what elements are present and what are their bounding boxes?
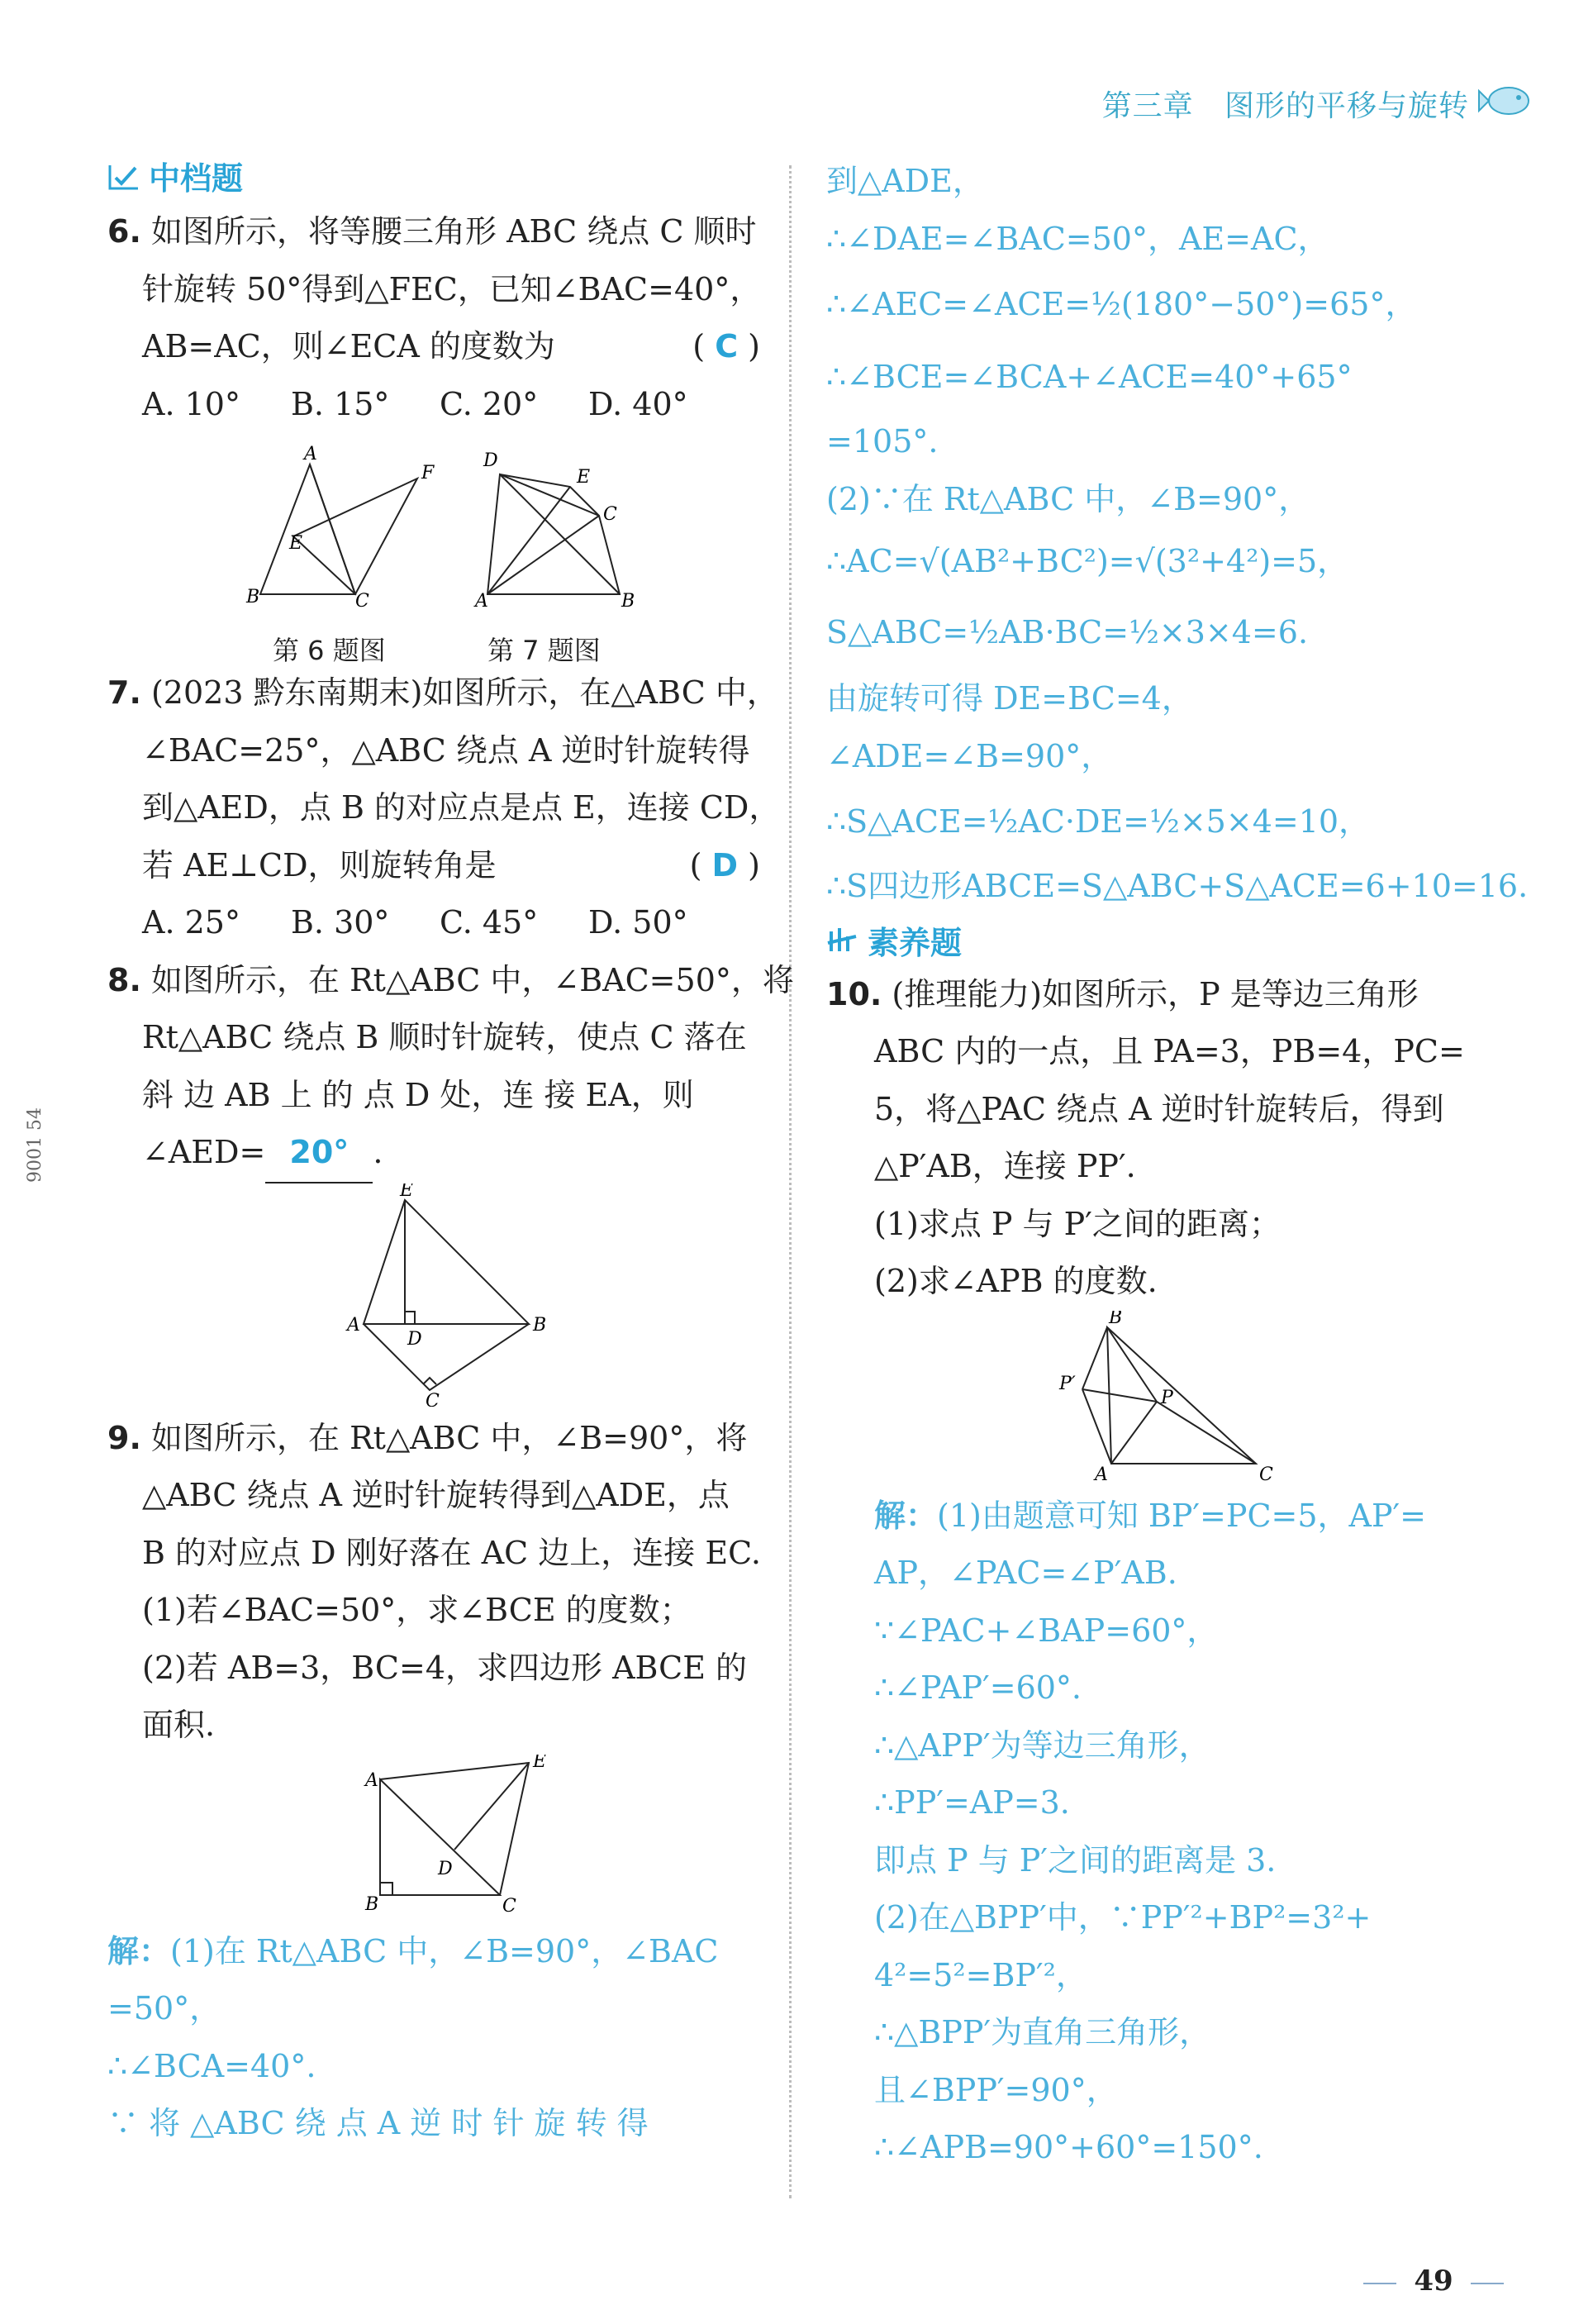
q6-option-a: A. 10° bbox=[142, 385, 240, 422]
question-7 bbox=[107, 664, 781, 952]
q6-options bbox=[107, 376, 760, 434]
q10-sol-text-7: 即点 P 与 P′之间的距离是 3. bbox=[874, 1841, 1277, 1879]
svg-text:E: E bbox=[289, 533, 303, 554]
figure-10 bbox=[826, 1311, 1487, 1484]
q9-text-1: 如图所示，在 Rt△ABC 中，∠B=90°，将 bbox=[150, 1419, 748, 1456]
q7-options bbox=[107, 894, 760, 952]
q9-sol-right-10: ∠ADE=∠B=90°， bbox=[826, 737, 1113, 774]
section-medium-heading bbox=[107, 153, 760, 198]
q10-text-1: (推理能力)如图所示，P 是等边三角形 bbox=[892, 975, 1419, 1012]
q7-option-c: C. 45° bbox=[440, 904, 539, 941]
q7-option-a: A. 25° bbox=[142, 904, 240, 941]
q7-number: 7. bbox=[107, 674, 141, 711]
svg-text:F: F bbox=[421, 463, 435, 483]
q7-option-b: B. 30° bbox=[291, 904, 390, 941]
q9-line-5 bbox=[107, 1640, 760, 1698]
q10-text-4: △P′AB，连接 PP′. bbox=[874, 1148, 1136, 1184]
q6-line-3 bbox=[107, 318, 760, 376]
question-10 bbox=[826, 966, 1487, 1311]
q6-option-d: D. 40° bbox=[588, 385, 688, 422]
q6-option-c: C. 20° bbox=[440, 385, 539, 422]
q6-answer-bracket: ( C ) bbox=[692, 328, 760, 364]
q9-line-6 bbox=[107, 1697, 760, 1755]
q8-number: 8. bbox=[107, 961, 141, 998]
figure-7 bbox=[487, 474, 620, 594]
svg-text:E: E bbox=[577, 467, 591, 488]
q7-text-2: ∠BAC=25°，△ABC 绕点 A 逆时针旋转得 bbox=[142, 731, 750, 769]
figure-6-and-7-diagram bbox=[107, 441, 760, 623]
q10-sol-text-5: ∴△APP′为等边三角形， bbox=[874, 1726, 1210, 1764]
svg-text:D: D bbox=[407, 1328, 422, 1350]
q6-text-1: 如图所示，将等腰三角形 ABC 绕点 C 顺时 bbox=[150, 213, 757, 250]
section-literacy-label: 素养题 bbox=[868, 924, 963, 961]
q10-sol-text-9: 4²=5²=BP′²， bbox=[874, 1956, 1087, 1993]
svg-text:C: C bbox=[502, 1895, 516, 1917]
q7-text-3: 到△AED，点 B 的对应点是点 E，连接 CD， bbox=[142, 789, 781, 826]
chapter-label: 第三章 bbox=[1101, 89, 1194, 123]
q8-text-3: 斜 边 AB 上 的 点 D 处，连 接 EA，则 bbox=[142, 1076, 694, 1113]
q6-text-2: 针旋转 50°得到△FEC，已知∠BAC=40°， bbox=[142, 270, 762, 307]
svg-text:P′: P′ bbox=[1059, 1373, 1076, 1394]
running-header bbox=[1102, 83, 1469, 125]
chapter-title: 图形的平移与旋转 bbox=[1224, 89, 1469, 123]
q8-line-2 bbox=[107, 1009, 760, 1067]
q10-text-6: (2)求∠APB 的度数. bbox=[874, 1263, 1158, 1299]
q9-line-1 bbox=[107, 1410, 760, 1468]
q7-line-1 bbox=[107, 664, 778, 722]
svg-text:B: B bbox=[365, 1893, 379, 1915]
svg-text:D: D bbox=[438, 1858, 453, 1879]
bar-chart-icon bbox=[826, 925, 859, 955]
q9-text-4: (1)若∠BAC=50°，求∠BCE 的度数； bbox=[142, 1592, 692, 1628]
svg-text:B: B bbox=[533, 1314, 547, 1336]
q10-sol-text-12: ∴∠APB=90°+60°=150°. bbox=[874, 2129, 1263, 2165]
q10-solution bbox=[826, 1488, 1487, 2177]
q10-sol-text-2: AP，∠PAC=∠P′AB. bbox=[874, 1555, 1177, 1591]
q10-sol-text-10: ∴△BPP′为直角三角形， bbox=[874, 2014, 1211, 2050]
svg-text:C: C bbox=[426, 1390, 440, 1407]
q10-sol-text-11: 且∠BPP′=90°， bbox=[874, 2071, 1118, 2108]
q10-text-5: (1)求点 P 与 P′之间的距离； bbox=[874, 1205, 1281, 1242]
q7-text-1: (2023 黔东南期末)如图所示，在△ABC 中， bbox=[150, 674, 778, 711]
svg-text:B: B bbox=[1109, 1310, 1123, 1328]
q7-answer: D bbox=[711, 846, 739, 883]
q10-sol-text-4: ∴∠PAP′=60°. bbox=[874, 1669, 1082, 1706]
q9-line-4 bbox=[107, 1582, 760, 1640]
q7-line-3 bbox=[107, 779, 781, 837]
q10-sol-text-8: (2)在△BPP′中，∵PP′²+BP²=3²+ bbox=[874, 1899, 1372, 1936]
svg-text:C: C bbox=[355, 591, 369, 612]
q8-line-3 bbox=[107, 1067, 760, 1125]
caption-figure-7: 第 7 题图 bbox=[487, 635, 601, 666]
q9-sol-line-1 bbox=[107, 1923, 760, 1981]
q9-sol-label: 解： bbox=[107, 1932, 171, 1969]
q8-text-4: ∠AED= bbox=[142, 1134, 266, 1170]
figure-8 bbox=[107, 1183, 760, 1407]
figure-6 bbox=[260, 464, 417, 594]
q9-solution-left bbox=[107, 1923, 760, 2153]
q9-sol-right-3: ∴∠AEC=∠ACE=½(180°−50°)=65°， bbox=[826, 286, 1417, 322]
svg-text:A: A bbox=[365, 1769, 378, 1791]
q8-answer: 20° bbox=[265, 1124, 373, 1183]
q10-number: 10. bbox=[826, 975, 882, 1012]
q9-line-3 bbox=[107, 1525, 760, 1583]
q6-text-3: AB=AC，则∠ECA 的度数为 bbox=[142, 328, 555, 364]
q9-sol-text-1: (1)在 Rt△ABC 中，∠B=90°，∠BAC bbox=[170, 1932, 719, 1969]
q8-suffix: . bbox=[373, 1134, 383, 1170]
svg-text:E: E bbox=[533, 1754, 547, 1772]
q8-line-1 bbox=[107, 952, 794, 1010]
q9-sol-right-11: ∴S△ACE=½AC·DE=½×5×4=10， bbox=[826, 803, 1371, 840]
q9-sol-right-6: (2)∵在 Rt△ABC 中，∠B=90°， bbox=[826, 480, 1310, 517]
q9-sol-right-5: =105°. bbox=[826, 423, 939, 460]
q9-text-3: B 的对应点 D 刚好落在 AC 边上，连接 EC. bbox=[142, 1534, 761, 1571]
q7-text-4: 若 AE⊥CD，则旋转角是 bbox=[142, 846, 497, 883]
q8-line-4 bbox=[107, 1124, 760, 1183]
right-column bbox=[826, 153, 1529, 2177]
q10-sol-text-6: ∴PP′=AP=3. bbox=[874, 1784, 1070, 1821]
q9-text-5: (2)若 AB=3，BC=4，求四边形 ABCE 的 bbox=[142, 1649, 748, 1686]
svg-text:D: D bbox=[483, 450, 498, 471]
section-medium-label: 中档题 bbox=[149, 160, 244, 197]
q7-line-2 bbox=[107, 722, 760, 780]
svg-text:P: P bbox=[1161, 1387, 1173, 1408]
q9-text-2: △ABC 绕点 A 逆时针旋转得到△ADE，点 bbox=[142, 1477, 730, 1513]
q6-answer: C bbox=[715, 328, 739, 364]
q10-sol-line-1 bbox=[874, 1488, 1487, 1545]
page-number: 49 bbox=[1372, 2264, 1496, 2298]
q7-line-4 bbox=[107, 837, 760, 895]
q6-number: 6. bbox=[107, 213, 141, 250]
svg-text:C: C bbox=[603, 504, 617, 525]
q6-line-1 bbox=[107, 203, 760, 261]
q9-sol-right-12: ∴S四边形ABCE=S△ABC+S△ACE=6+10=16. bbox=[826, 868, 1529, 904]
q10-line-1 bbox=[826, 966, 1487, 1024]
svg-text:A: A bbox=[475, 591, 488, 612]
svg-text:A: A bbox=[347, 1314, 360, 1336]
q6-option-b: B. 15° bbox=[291, 385, 390, 422]
q7-option-d: D. 50° bbox=[588, 904, 688, 941]
q9-text-6: 面积. bbox=[142, 1707, 216, 1743]
pencil-check-icon bbox=[107, 161, 140, 191]
svg-text:A: A bbox=[304, 444, 317, 464]
q9-sol-right-2: ∴∠DAE=∠BAC=50°，AE=AC， bbox=[826, 220, 1329, 257]
svg-text:C: C bbox=[1259, 1464, 1273, 1484]
side-mark: 9001 54 bbox=[25, 1107, 45, 1183]
svg-text:B: B bbox=[246, 587, 260, 607]
q10-sol-text-1: (1)由题意可知 BP′=PC=5，AP′= bbox=[937, 1497, 1427, 1534]
q10-sol-label: 解： bbox=[874, 1497, 938, 1534]
q10-text-3: 5，将△PAC 绕点 A 逆时针旋转后，得到 bbox=[874, 1090, 1444, 1127]
question-6 bbox=[107, 203, 760, 433]
q9-line-2 bbox=[107, 1467, 760, 1525]
q8-text-1: 如图所示，在 Rt△ABC 中，∠BAC=50°，将 bbox=[150, 961, 794, 998]
fish-icon bbox=[1477, 76, 1535, 126]
caption-figure-6: 第 6 题图 bbox=[273, 635, 386, 666]
q9-sol-text-3: ∴∠BCA=40°. bbox=[107, 2047, 316, 2084]
figure-9 bbox=[107, 1755, 760, 1920]
q9-sol-text-2: =50°， bbox=[107, 1990, 221, 2026]
svg-text:A: A bbox=[1095, 1464, 1108, 1484]
q9-number: 9. bbox=[107, 1419, 141, 1456]
section-literacy-heading bbox=[826, 917, 1487, 963]
q9-solution-right bbox=[826, 153, 1529, 916]
q9-sol-right-9: 由旋转可得 DE=BC=4， bbox=[826, 680, 1193, 717]
q6-line-2 bbox=[107, 261, 760, 319]
svg-text:E: E bbox=[400, 1183, 414, 1201]
column-divider bbox=[789, 165, 792, 2198]
q7-answer-bracket: ( D ) bbox=[689, 846, 760, 883]
q9-sol-right-4: ∴∠BCE=∠BCA+∠ACE=40°+65° bbox=[826, 359, 1353, 395]
svg-text:B: B bbox=[621, 591, 635, 612]
q8-text-2: Rt△ABC 绕点 B 顺时针旋转，使点 C 落在 bbox=[142, 1019, 747, 1055]
q9-sol-right-7: ∴AC=√(AB²+BC²)=√(3²+4²)=5， bbox=[826, 543, 1349, 579]
left-column bbox=[107, 153, 794, 2153]
q9-sol-right-1: 到△ADE， bbox=[826, 163, 984, 199]
question-8 bbox=[107, 952, 794, 1183]
q10-text-2: ABC 内的一点，且 PA=3，PB=4，PC= bbox=[874, 1033, 1465, 1069]
q10-sol-text-3: ∵∠PAC+∠BAP=60°， bbox=[874, 1612, 1219, 1649]
figures-6-7 bbox=[107, 441, 760, 664]
q9-sol-right-8: S△ABC=½AB·BC=½×3×4=6. bbox=[826, 614, 1309, 650]
q9-sol-text-4: ∵ 将 △ABC 绕 点 A 逆 时 针 旋 转 得 bbox=[107, 2105, 649, 2141]
question-9 bbox=[107, 1410, 760, 1755]
